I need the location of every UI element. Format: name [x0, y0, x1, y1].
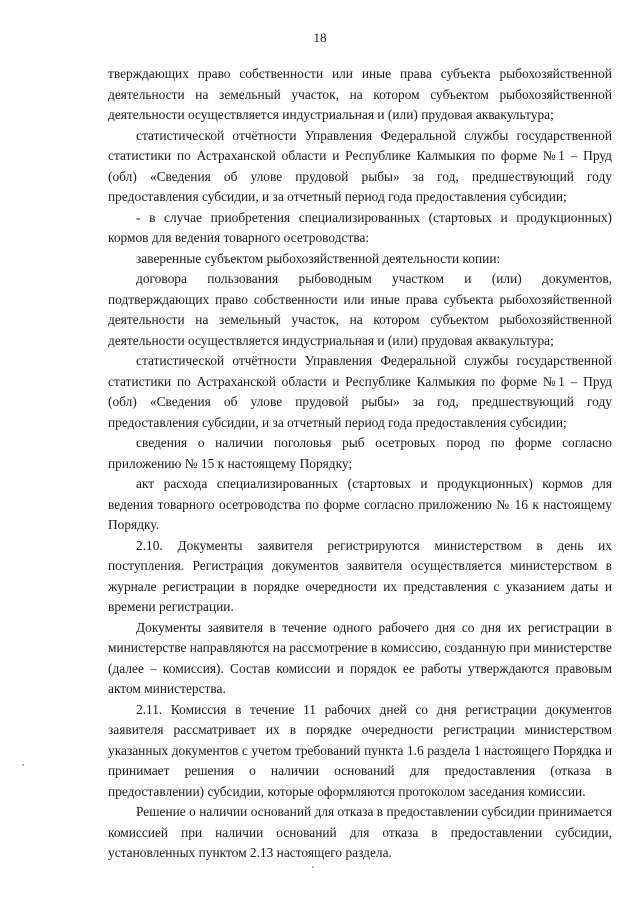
paragraph: акт расхода специализированных (стартовых и продукционных) кормов для ведения товарного осетроводства по форме согласно приложению № 16 к настоящему Порядку. [108, 476, 612, 532]
scan-speck [22, 764, 24, 766]
paragraph: статистической отчётности Управления Федеральной службы государственной статистики по Астраханской области и Республике Калмыкия по форме №1 – Пруд (обл) «Сведения об улове прудовой рыбы» за год, предшествующий году предоставления субсидии, и за отчетный период года предоставления субсидии; [108, 127, 612, 204]
scan-speck [312, 866, 314, 868]
paragraph: статистической отчётности Управления Федеральной службы государственной статистики по Астраханской области и Республике Калмыкия по форме №1 – Пруд (обл) «Сведения об улове прудовой рыбы» за год, предшествующий году предоставления субсидии, и за отчетный период года предоставления субсидии; [108, 353, 612, 430]
page-number: 18 [313, 30, 327, 45]
paragraph: тверждающих право собственности или иные права субъекта рыбохозяйственной деятельности на земельный участок, на котором субъектом рыбохозяйственной деятельности осуществляется индустриальная и (или) прудовая аквакультура; [108, 66, 612, 122]
paragraph: заверенные субъектом рыбохозяйственной деятельности копии: [136, 250, 501, 266]
paragraph: - в случае приобретения специализированных (стартовых и продукционных) кормов для ведения товарного осетроводства: [108, 209, 612, 245]
paragraph: 2.10. Документы заявителя регистрируются министерством в день их поступления. Регистрация документов заявителя осуществляется министерством в журнале регистрации в порядке очередности их представления с указанием даты и времени регистрации. [108, 537, 612, 614]
paragraph: 2.11. Комиссия в течение 11 рабочих дней со дня регистрации документов заявителя рассматривает их в порядке очередности регистрации министерством указанных документов с учетом требований пункта 1.6 раздела 1 настоящего Порядка и принимает решения о наличии оснований для предоставления (отказа в предоставлении) субсидии, которые оформляются протоколом заседания комиссии. [108, 701, 612, 799]
document-body [108, 64, 612, 864]
paragraph: сведения о наличии поголовья рыб осетровых пород по форме согласно приложению № 15 к настоящему Порядку; [108, 435, 612, 471]
paragraph: Документы заявителя в течение одного рабочего дня со дня их регистрации в министерстве направляются на рассмотрение в комиссию, созданную при министерстве (далее – комиссия). Состав комиссии и порядок ее работы утверждаются правовым актом министерства. [108, 619, 612, 696]
paragraph: Решение о наличии оснований для отказа в предоставлении субсидии принимается комиссией при наличии оснований для отказа в предоставлении субсидии, установленных пунктом 2.13 настоящего раздела. [108, 804, 612, 860]
paragraph: договора пользования рыбоводным участком и (или) документов, подтверждающих право собственности или иные права субъекта рыбохозяйственной деятельности на земельный участок, на котором субъектом рыбохозяйственной деятельности осуществляется индустриальная и (или) прудовая аквакультура; [108, 271, 612, 348]
